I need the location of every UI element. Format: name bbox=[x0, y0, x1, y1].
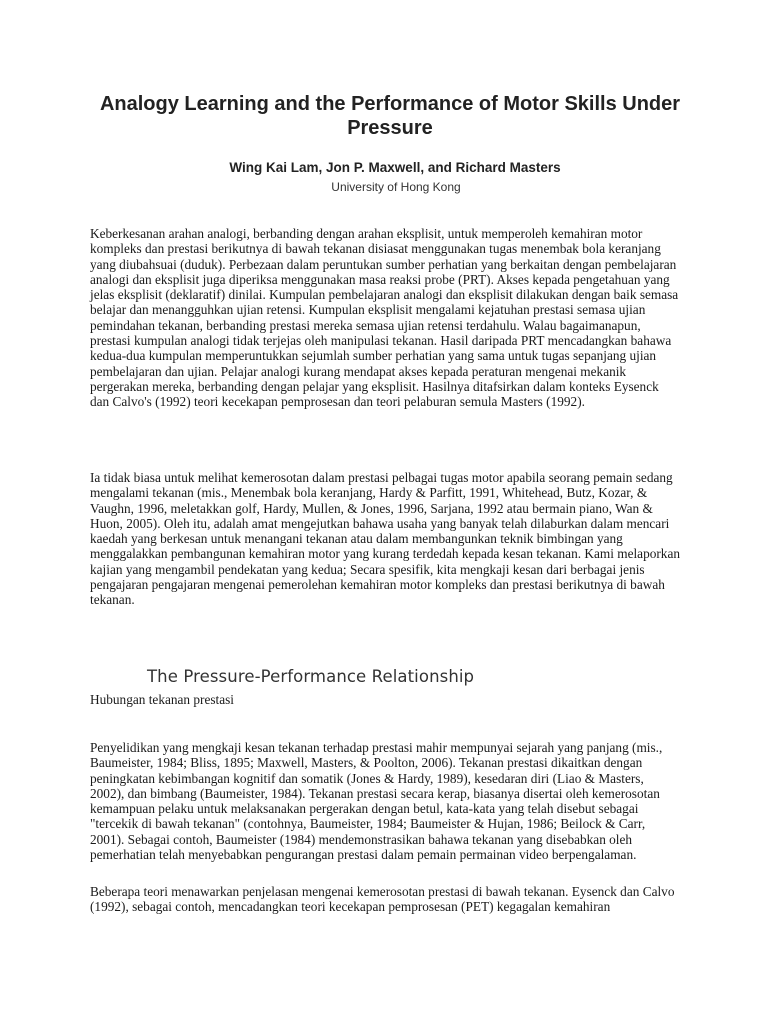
abstract-paragraph: Keberkesanan arahan analogi, berbanding dengan arahan eksplisit, untuk memperoleh kemahiran motor kompleks dan prestasi berikutnya di bawah tekanan disiasat menggunakan tugas menembak bola keranjang yang diubahsuai (duduk). Perbezaan dalam peruntukan sumber perhatian yang berkaitan dengan pembelajaran analogi dan eksplisit juga diperiksa menggunakan masa reaksi probe (PRT). Akses kepada pengetahuan yang jelas eksplisit (deklaratif) dinilai. Kumpulan pembelajaran analogi dan eksplisit dilakukan dengan baik semasa belajar dan menangguhkan ujian retensi. Kumpulan eksplisit mengalami kejatuhan prestasi semasa ujian pemindahan tekanan, berbanding prestasi mereka semasa ujian retensi terdahulu. Walau bagaimanapun, prestasi kumpulan analogi tidak terjejas oleh manipulasi tekanan. Hasil daripada PRT mencadangkan bahawa kedua-dua kumpulan memperuntukkan sejumlah sumber perhatian yang sama untuk tugas sepanjang ujian pembelajaran dan ujian. Pelajar analogi kurang mendapat akses kepada peraturan mengenai mekanik pergerakan mereka, berbanding dengan pelajar yang eksplisit. Hasilnya ditafsirkan dalam konteks Eysenck dan Calvo's (1992) teori kecekapan pemprosesan dan teori pelaburan semula Masters (1992). bbox=[90, 226, 679, 410]
section-paragraph-1: Penyelidikan yang mengkaji kesan tekanan terhadap prestasi mahir mempunyai sejarah yang panjang (mis., Baumeister, 1984; Bliss, 1895; Maxwell, Masters, & Poolton, 2006). Tekanan prestasi dikaitkan dengan peningkatan kebimbangan kognitif dan somatik (Jones & Hardy, 1989), kesedaran diri (Liao & Masters, 2002), dan bimbang (Baumeister, 1984). Tekanan prestasi secara kerap, biasanya disertai oleh kemerosotan kemampuan pelaku untuk melaksanakan pergerakan dengan betul, kata-kata yang telah disebut sebagai "tercekik di bawah tekanan" (contohnya, Baumeister, 1984; Baumeister & Hujan, 1986; Beilock & Carr, 2001). Sebagai contoh, Baumeister (1984) mendemonstrasikan bahawa tekanan yang disebabkan oleh pemerhatian telah menyebabkan pengurangan prestasi dalam pemain permainan video berpengalaman. bbox=[90, 740, 663, 863]
intro-paragraph: Ia tidak biasa untuk melihat kemerosotan dalam prestasi pelbagai tugas motor apabila seorang pemain sedang mengalami tekanan (mis., Menembak bola keranjang, Hardy & Parfitt, 1991, Whitehead, Butz, Kozar, & Vaughn, 1996, meletakkan golf, Hardy, Mullen, & Jones, 1996, Sarjana, 1992 atau bermain piano, Wan & Huon, 2005). Oleh itu, adalah amat mengejutkan bahawa usaha yang banyak telah dilaburkan dalam mencari kaedah yang berkesan untuk menangani tekanan atau dalam membangunkan teknik bimbingan yang menggalakkan pembangunan kemahiran motor yang kurang terdedah kepada kesan tekanan. Kami melaporkan kajian yang mengambil pendekatan yang kedua; Secara spesifik, kita mengkaji kesan dari berbagai jenis pengajaran pengajaran mengenai pemerolehan kemahiran motor kompleks dan prestasi berikutnya di bawah tekanan. bbox=[90, 470, 681, 608]
section-paragraph-2: Beberapa teori menawarkan penjelasan mengenai kemerosotan prestasi di bawah tekanan. Eysenck dan Calvo (1992), sebagai contoh, mencadangkan teori kecekapan pemprosesan (PET) kegagalan kemahiran bbox=[90, 884, 675, 915]
section-heading: The Pressure-Performance Relationship bbox=[147, 667, 475, 686]
paper-authors: Wing Kai Lam, Jon P. Maxwell, and Richard Masters bbox=[229, 160, 561, 175]
paper-affiliation: University of Hong Kong bbox=[331, 180, 461, 194]
paper-title: Analogy Learning and the Performance of Motor Skills Under Pressure bbox=[99, 93, 681, 139]
section-subheading: Hubungan tekanan prestasi bbox=[90, 692, 235, 707]
